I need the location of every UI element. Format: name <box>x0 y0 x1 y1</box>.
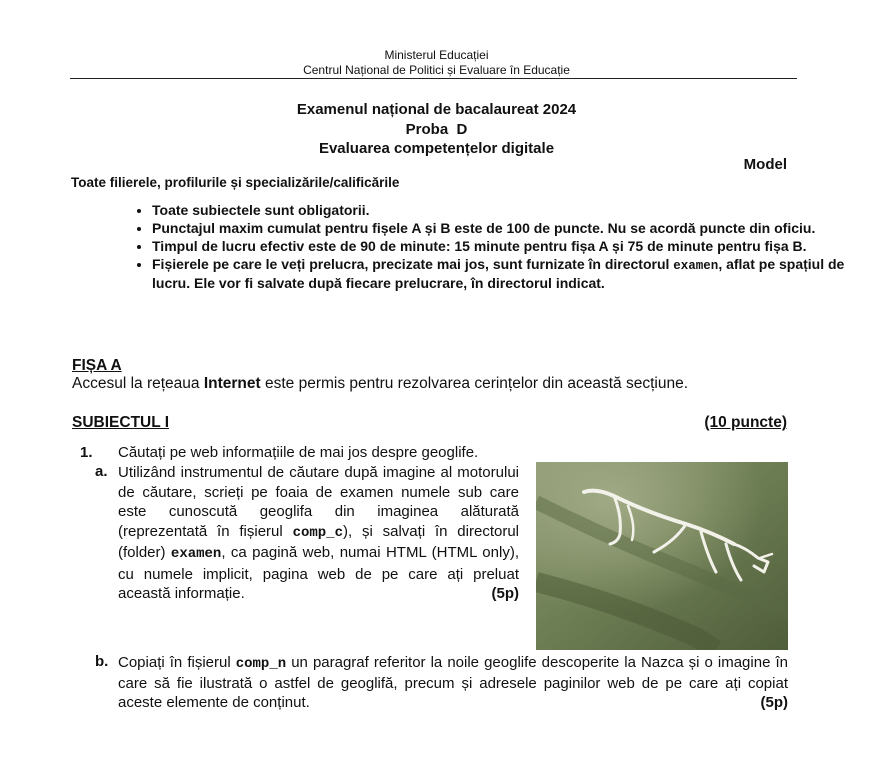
subject-heading <box>72 414 787 432</box>
rule4-text-end: , aflat pe spațiul de lucru. Ele vor fi salvate după fiecare prelucrare, în directorul indicat. <box>152 256 845 291</box>
access-text: Accesul la rețeaua <box>72 375 204 392</box>
question-number: 1. <box>80 444 93 461</box>
rule4-code: examen <box>673 259 719 273</box>
header-divider <box>70 78 797 79</box>
qa-points: (5p) <box>491 585 519 602</box>
qa-text-3: , ca pagină web, numai HTML (HTML only), cu numele implicit, pagina web de pe care ați preluat această informație. <box>118 544 519 602</box>
exam-title: Examenul național de bacalaureat 2024 <box>296 101 577 118</box>
geoglyph-photo <box>536 462 788 650</box>
qb-text-2: un paragraf referitor la noile geoglife descoperite la Nazca și o imagine în care să fie ilustrată o astfel de geoglifă, precum și adresele paginilor web de pe care ați copiat aceste elemente de conținut. <box>118 654 788 711</box>
rule4-text: Fișierele pe care le veți prelucra, precizate mai jos, sunt furnizate în directorul <box>152 256 674 272</box>
filiere-line: Toate filierele, profilurile și specializările/calificările <box>71 175 400 190</box>
qa-text-2: ), și salvați în directorul (folder) <box>118 522 520 561</box>
access-internet: Internet <box>203 375 261 392</box>
question-text: Căutați pe web informațiile de mai jos despre geoglife. <box>118 444 479 461</box>
rule-item: • Punctajul maxim cumulat pentru fișele A și B este de 100 de puncte. Nu se acordă puncte din oficiu. <box>152 220 852 237</box>
exam-subtitle: Evaluarea competențelor digitale <box>318 140 555 157</box>
ministry-name: Ministerul Educației <box>384 48 489 62</box>
model-label: Model <box>743 156 787 173</box>
rule-item <box>152 256 852 292</box>
subquestion-b-label: b. <box>95 653 109 670</box>
ministry-header <box>0 48 873 78</box>
rule-item: • Timpul de lucru efectiv este de 90 de minute: 15 minute pentru fișa A și 75 de minute pentru fișa B. <box>152 238 852 255</box>
qa-code-examen: examen <box>170 546 222 562</box>
subquestion-a-label: a. <box>95 463 108 480</box>
subquestion-b-text <box>118 653 788 712</box>
qb-text-1: Copiați în fișierul <box>118 654 236 671</box>
access-note <box>72 375 688 393</box>
access-text-end: este permis pentru rezolvarea cerințelor din această secțiune. <box>260 375 689 392</box>
exam-proba: Proba D <box>405 120 468 138</box>
subject-title: SUBIECTUL I <box>72 414 170 431</box>
subquestion-a-text <box>118 463 519 604</box>
rule-item: • Toate subiectele sunt obligatorii. <box>152 202 852 219</box>
qb-code-comp-n: comp_n <box>235 656 287 672</box>
qa-code-comp-c: comp_c <box>292 524 343 541</box>
evaluation-center-name: Centrul Național de Politici și Evaluare în Educație <box>303 63 570 77</box>
rules-list <box>100 202 852 293</box>
exam-title-block <box>0 100 873 159</box>
qb-points: (5p) <box>760 694 788 711</box>
subject-points: (10 puncte) <box>704 414 787 431</box>
qa-text-1: Utilizând instrumentul de căutare după imagine al motorului de căutare, scrieți pe foaia de examen numele sub care este cunoscută geoglifa din imaginea alăturată (reprezentată în fișierul <box>118 464 519 540</box>
fisa-title: FIȘA A <box>72 357 122 374</box>
